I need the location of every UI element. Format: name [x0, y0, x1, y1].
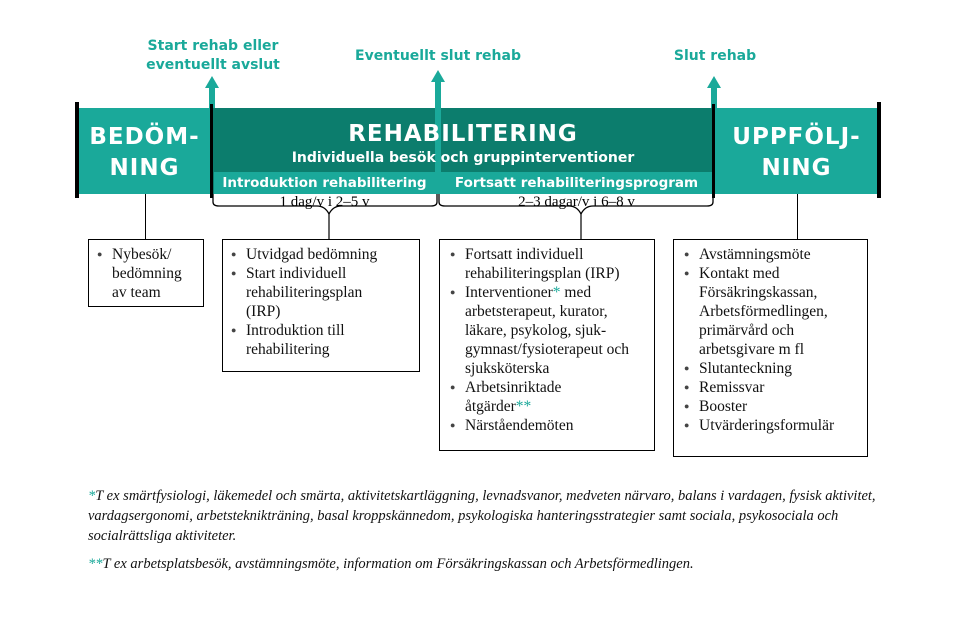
- followup-title-line1: UPPFÖLJ-: [732, 124, 861, 150]
- followup-title-line2: NING: [761, 155, 832, 181]
- footnote-two-text: T ex arbetsplatsbesök, avstämningsmöte, information om Försäkringskassan och Arbetsförmedlingen.: [102, 556, 694, 572]
- followup-connector: [797, 194, 798, 240]
- list-item: ● Slutanteckning: [684, 359, 861, 378]
- assessment-connector: [145, 194, 146, 240]
- milestone-start-line2: eventuellt avslut: [146, 57, 280, 73]
- assessment-box: [88, 239, 204, 307]
- interventions-label: Interventioner: [465, 284, 553, 301]
- assessment-title-line2: NING: [109, 155, 180, 181]
- followup-title: [714, 122, 879, 184]
- list-item: [450, 378, 585, 416]
- footnote-two-mark: **: [88, 556, 103, 572]
- list-item: [450, 283, 651, 378]
- list-item: ● Booster: [684, 397, 861, 416]
- list-item: ● Kontakt med Försäkringskassan, Arbetsförmedlingen, primärvård och arbetsgivare m fl: [684, 264, 864, 359]
- list-item: ● Närståendemöten: [450, 416, 648, 435]
- milestone-start-line1: Start rehab eller: [147, 38, 279, 54]
- rehab-subtitle: Individuella besök och gruppinterventioner: [291, 150, 635, 166]
- list-item: ● Remissvar: [684, 378, 861, 397]
- list-item: ● Fortsatt individuell rehabiliteringsplan (IRP): [450, 245, 645, 283]
- list-item: ● Start individuell rehabiliteringsplan (IRP): [231, 264, 396, 321]
- interventions-detail: med arbetsterapeut, kurator, läkare, psykolog, sjuk-gymnast/fysioterapeut och sjuksköterska: [465, 284, 629, 377]
- list-item: ● Utvidgad bedömning: [231, 245, 413, 264]
- intro-duration: 1 dag/v i 2–5 v: [279, 194, 370, 210]
- milestone-possible-end-label: Eventuellt slut rehab: [355, 48, 521, 64]
- footnote-one-mark: *: [88, 488, 96, 504]
- footnote-one: [88, 486, 878, 546]
- intro-box: [222, 239, 420, 372]
- milestone-end-label: Slut rehab: [673, 48, 757, 64]
- followup-box: [673, 239, 868, 457]
- work-measures-label: Arbetsinriktade åtgärder: [465, 379, 562, 415]
- rehab-title: REHABILITERING: [348, 121, 578, 147]
- milestone-start-label: [128, 37, 298, 75]
- footnote-one-text: T ex smärtfysiologi, läkemedel och smärta, aktivitetskartläggning, levnadsvanor, medveten närvaro, balans i vardagen, fysisk aktivitet, vardagsergonomi, arbetsteknikträning, basal kroppskännedom, psykologiska hanteringsstrategier samt sociala, psykosociala och socialrättsliga aktiviteter.: [88, 488, 876, 544]
- possible-end-arrow-head: [431, 70, 445, 82]
- footnote-mark-one: *: [552, 284, 561, 301]
- continued-box: [439, 239, 655, 451]
- assessment-title-line1: BEDÖM-: [89, 124, 200, 150]
- continued-duration: 2–3 dagar/v i 6–8 v: [518, 194, 635, 210]
- intro-label: Introduktion rehabilitering: [222, 175, 427, 191]
- assessment-title: [79, 122, 210, 184]
- footnote-two: [88, 554, 888, 574]
- end-arrow-head: [707, 76, 721, 88]
- continued-label: Fortsatt rehabiliteringsprogram: [454, 175, 699, 191]
- start-arrow-head: [205, 76, 219, 88]
- footnote-mark-two: **: [515, 398, 532, 415]
- list-item: ● Introduktion till rehabilitering: [231, 321, 386, 359]
- list-item: ● Utvärderingsformulär: [684, 416, 861, 435]
- list-item: ● Nybesök/ bedömning av team: [97, 245, 200, 302]
- list-item: ● Avstämningsmöte: [684, 245, 861, 264]
